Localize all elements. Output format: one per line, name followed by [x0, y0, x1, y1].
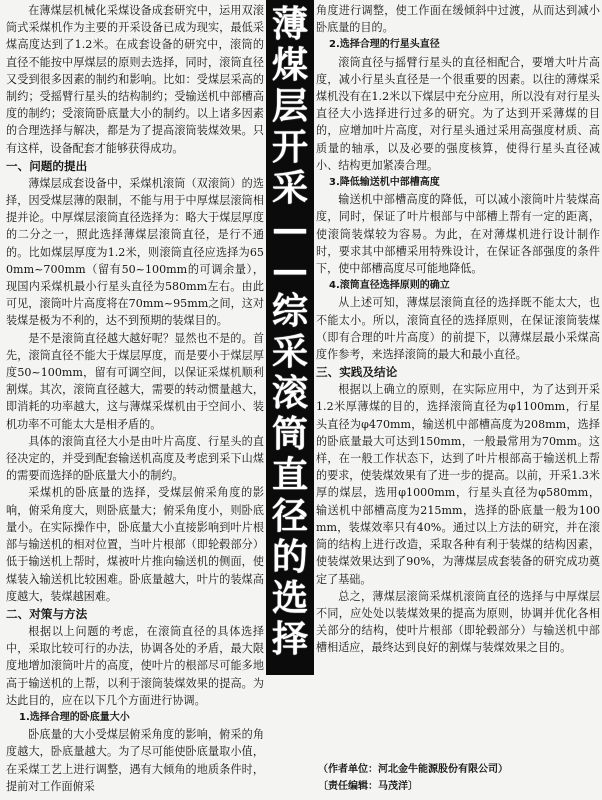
author-affiliation: （作者单位：河北金牛能源股份有限公司）: [318, 764, 508, 775]
left-paragraph: 根据以上问题的考虑，在滚筒直径的具体选择中，采取比较可行的办法，协调各处的矛盾，最大限度地增加滚筒叶片的高度，使叶片的根部尽可能多地高于输送机的上帮，以利于滚筒装煤效果的提高。为达此目的，应在以下几个方面进行协调。: [6, 624, 264, 707]
left-paragraph: 采煤机的卧底量的选择，受煤层俯采角度的影响，俯采角度大，则卧底量大；俯采角度小，则卧底量小。在实际操作中，卧底量大小直接影响到叶片根部与输送机的相对位置，当叶片根部（即轮毂部分）低于输送机上帮时，煤被叶片推向输送机的侧面，使煤装入输送机比较困难。卧底量越大，叶片的装煤高度越大，装煤越困难。: [6, 486, 264, 603]
title-char: 直: [271, 455, 308, 496]
title-char: 径: [271, 496, 308, 537]
right-heading: 2.选择合理的行星头直径: [329, 39, 440, 51]
title-char: 煤: [271, 45, 308, 86]
right-paragraph: 总之，薄煤层滚筒采煤机滚筒直径的选择与中厚煤层不同，应处处以装煤效果的提高为原则，协调并优化各相关部分的结构，使叶片根部（即轮毂部分）与输送机中部槽相适应，最终达到良好的割煤与装煤效果之目的。: [316, 589, 600, 655]
right-heading: 3.降低输送机中部槽高度: [329, 177, 440, 189]
right-paragraph: 从上述可知，薄煤层滚筒直径的选择既不能太大，也不能太小。所以，滚筒直径的选择原则，在保证滚筒装煤（即有合理的叶片高度）的前提下，以薄煤层最小采煤高度作参考，来选择滚筒的最大和最小直径。: [316, 296, 600, 362]
title-char: 采: [271, 168, 308, 209]
article-left-column: [6, 2, 264, 798]
right-paragraph: 输送机中部槽高度的降低，可以减小滚筒叶片装煤高度，同时，保证了叶片根部与中部槽上帮有一定的距离，使滚筒装煤较为容易。为此，在对薄煤机进行设计制作时，要求其中部槽采用特殊设计，在保证各部强度的条件下，使中部槽高度尽可能地降低。: [316, 193, 600, 276]
title-char: 薄: [271, 4, 308, 45]
title-char: —: [272, 209, 308, 250]
title-char: 开: [271, 127, 308, 168]
article-title-band: [266, 0, 314, 675]
title-char: 滚: [271, 373, 308, 414]
title-char: —: [272, 250, 308, 291]
title-char: 筒: [271, 414, 308, 455]
left-heading: 二、对策与方法: [6, 606, 88, 621]
right-paragraph: 角度进行调整，使工作面在缓倾斜中过渡，从而达到减小卧底量的目的。: [316, 4, 600, 35]
right-paragraph: 根据以上确立的原则，在实际应用中，为了达到开采1.2米厚薄煤的目的，选择滚筒直径为φ1100mm，行星头直径为φ470mm，输送机中部槽高度为208mm，选择的卧底量最大可达到150mm，一般最常用为70mm。这样，在一般工作状态下，达到了叶片根部高于输送机上帮的要求，使装煤效果有了进一步的提高。以前，开采1.3米厚的煤层，选用φ1000mm，行星头直径为φ580mm，输送机中部槽高度为215mm，选择的卧底量一般为100mm，装煤效率只有40%。通过以上方法的研究，并在滚筒的结构上进行改造，采取各种有利于装煤的结构因素，使装煤效果达到了90%，为薄煤层成套装备的研究成功奠定了基础。: [316, 383, 600, 586]
left-paragraph: 薄煤层成套设备中，采煤机滚筒（双滚筒）的选择，因受煤层薄的限制，不能与用于中厚煤层滚筒相提并论。中厚煤层滚筒直径选择为：略大于煤层厚度的二分之一，照此选择薄煤层滚筒直径，是行不通的。比如煤层厚度为1.2米，则滚筒直径应选择为650mm~700mm（留有50~100mm的可调余量），现国内采煤机最小行星头直径为580mm左右。由此可见，滚筒叶片高度将在70mm~95mm之间，这对装煤是极为不利的，达不到预期的装煤目的。: [6, 176, 264, 328]
title-char: 选: [271, 578, 308, 619]
title-char: 层: [271, 86, 308, 127]
left-paragraph: 具体的滚筒直径大小是由叶片高度、行星头的直径决定的，并受到配套输送机高度及考虑到采下山煤的需要而选择的卧底量大小的制约。: [6, 434, 264, 483]
right-paragraph: 滚筒直径与摇臂行星头的直径相配合，要增大叶片高度，减小行星头直径是一个很重要的因素。以往的薄煤采煤机没有在1.2米以下煤层中充分应用，所以没有对行星头直径大小选择进行过多的研究。为了达到开采薄煤的目的，应增加叶片高度，对行星头通过采用高强度材质、高质量的轴承，以及必要的强度核算，使得行星头直径减小、结构更加紧凑合理。: [316, 55, 600, 172]
right-heading: 4.滚筒直径选择原则的确立: [329, 280, 450, 292]
title-char: 的: [271, 537, 308, 578]
right-heading: 三、实践及结论: [316, 365, 398, 380]
left-heading: 1.选择合理的卧底量大小: [19, 711, 130, 723]
title-char: 综: [271, 291, 308, 332]
left-paragraph: 是不是滚筒直径越大越好呢？显然也不是的。首先，滚筒直径不能大于煤层厚度，而是要小于煤层厚度50~100mm，留有可调空间，以保证采煤机顺利割煤。其次，滚筒直径越大，需要的转动惯量越大，即消耗的功率越大，这与薄煤采煤机由于空间小、装机功率不可能太大是相矛盾的。: [6, 331, 264, 431]
responsible-editor: 〔责任编辑：马茂洋〕: [318, 781, 418, 792]
left-heading: 一、问题的提出: [6, 158, 88, 173]
left-paragraph: 在薄煤层机械化采煤设备成套研究中，运用双滚筒式采煤机作为主要的开采设备已成为现实，最低采煤高度达到了1.2米。在成套设备的研究中，滚筒的直径不能按中厚煤层的原则去选择，同时，滚筒直径又受到很多因素的制约和影响。比如：受煤层采高的制约；受摇臂行星头的结构制约；受输送机中部槽高度的制约；受滚筒卧底量大小的制约。以上诸多因素的合理选择与解决，都是为了提高滚筒装煤效果。只有这样，设备配套才能够获得成功。: [6, 4, 264, 155]
title-char: 采: [271, 332, 308, 373]
left-paragraph: 卧底量的大小受煤层俯采角度的影响，俯采的角度越大，卧底量越大。为了尽可能使卧底量取小值，在采煤工艺上进行调整，遇有大倾角的地质条件时，提前对工作面俯采: [6, 728, 264, 793]
title-char: 择: [271, 619, 308, 660]
article-right-column: [316, 2, 600, 798]
